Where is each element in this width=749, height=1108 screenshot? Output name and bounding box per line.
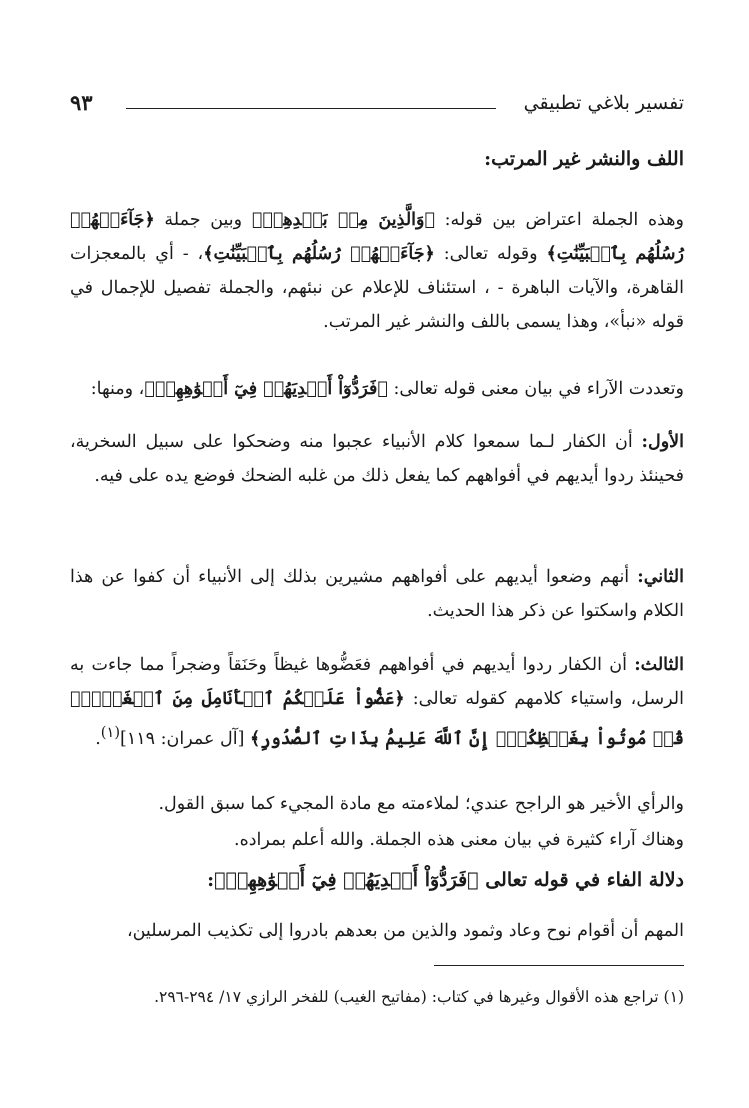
paragraph-preferred-opinion: والرأي الأخير هو الراجح عندي؛ لملاءمته مع مادة المجيء كما سبق القول. <box>158 794 684 814</box>
page-header <box>70 88 684 122</box>
lead-label: الثاني: <box>637 567 684 587</box>
quran-quote: ﴿جَآءَتۡهُمۡ رُسُلُهُم بِٱلۡبَيِّنَٰتِ﴾ <box>203 244 435 264</box>
paragraph-text: أن الكفار ردوا أيديهم في أفواههم فعَضُّوها غيظاً وحَنَقاً وضجراً مما جاءت به الرسل، واستياء كلامهم كقوله تعالى: <box>70 655 684 709</box>
paragraph-text: أن الكفار لـما سمعوا كلام الأنبياء عجبوا منه وضحكوا على سبيل السخرية، فحينئذ ردوا أيديهم في أفواههم كما يفعل ذلك من غلبه الضحك فوضع يده على فيه. <box>70 432 684 486</box>
paragraph-text: وهذه الجملة اعتراض بين قوله: <box>434 210 684 230</box>
paragraph-second-opinion <box>70 560 684 628</box>
paragraph-other-opinions: وهناك آراء كثيرة في بيان معنى هذه الجملة. والله أعلم بمراده. <box>234 830 684 850</box>
paragraph-opinions <box>70 372 684 406</box>
footnote-marker: (١) <box>100 724 121 741</box>
paragraph-text: وقوله تعالى: <box>434 244 547 264</box>
paragraph-text: أنهم وضعوا أيديهم على أفواههم مشيرين بذلك إلى الأنبياء أن كفوا عن هذا الكلام واسكتوا عن ذكر هذا الحديث. <box>70 567 684 621</box>
quran-quote: ﴿فَرَدُّوٓاْ أَيۡدِيَهُمۡ فِيٓ أَفۡوَٰهِهِمۡ﴾ <box>214 869 479 891</box>
lead-label: الثالث: <box>634 655 684 675</box>
paragraph-third-opinion <box>70 648 684 756</box>
verse-reference: [آل عمران: ١١٩] <box>120 728 250 749</box>
paragraph-text: وتعددت الآراء في بيان معنى قوله تعالى: <box>387 379 684 399</box>
footnote: (١) تراجع هذه الأقوال وغيرها في كتاب: (مفاتيح الغيب) للفخر الرازي ١٧/ ٢٩٤-٢٩٦. <box>154 988 684 1006</box>
lead-label: الأول: <box>641 432 684 452</box>
section-heading-laf-wa-nashr: اللف والنشر غير المرتب: <box>484 148 684 170</box>
section-heading-fa <box>70 869 684 891</box>
heading-text: دلالة الفاء في قوله تعالى <box>478 869 684 891</box>
quran-quote: ﴿جَآءَتۡهُمۡ رُسُلُهُم بِٱلۡبَيِّنَٰتِ﴾ <box>70 210 684 264</box>
quran-quote: ﴿وَالَّذِينَ مِنۢ بَعۡدِهِمۡ﴾ <box>251 210 435 230</box>
paragraph-first-opinion <box>70 425 684 493</box>
paragraph-fa-meaning: المهم أن أقوام نوح وعاد وثمود والذين من بعدهم بادروا إلى تكذيب المرسلين، <box>126 921 684 941</box>
quran-quote: ﴿عَضُّواْ عَلَيۡكُمُ ٱلۡأَنَامِلَ مِنَ ٱلۡغَيۡظِۚ قُلۡ مُوتُواْ بِغَيۡظِكُمۡۗ إِنَّ ٱللَّهَ عَلِيمُۢ بِذَاتِ ٱلصُّدُورِ﴾ <box>70 689 684 749</box>
paragraph-text: . <box>95 728 101 749</box>
page-number: ٩٣ <box>70 90 93 115</box>
paragraph-text: ، ومنها: <box>90 379 145 399</box>
quran-quote: ﴿فَرَدُّوٓاْ أَيۡدِيَهُمۡ فِيٓ أَفۡوَٰهِهِمۡ﴾ <box>144 379 388 399</box>
paragraph-text: وبين جملة <box>154 210 252 230</box>
footnote-rule <box>434 965 684 966</box>
running-title: تفسير بلاغي تطبيقي <box>523 92 684 114</box>
header-rule <box>126 108 496 109</box>
heading-colon: : <box>207 869 215 891</box>
paragraph-intro <box>70 203 684 339</box>
paragraph-text: ، - أي بالمعجزات القاهرة، والآيات الباهرة - ، استئناف للإعلام عن نبئهم، والجملة تفصيل للإجمال في قوله «نبأ»، وهذا يسمى باللف والنشر غير المرتب. <box>70 244 684 332</box>
